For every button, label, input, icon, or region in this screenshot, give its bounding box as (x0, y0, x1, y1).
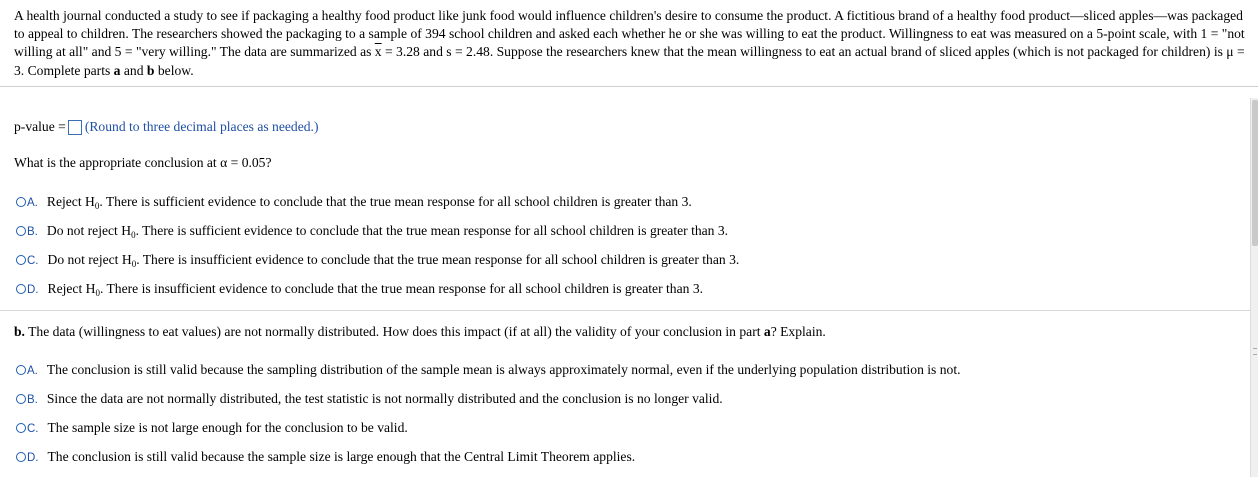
option-text: The conclusion is still valid because the sample size is large enough that the Central Limit Theorem applies. (47, 449, 636, 464)
option-a-B[interactable] (16, 222, 728, 244)
radio-button-icon[interactable] (16, 226, 26, 236)
radio-button-icon[interactable] (16, 255, 26, 265)
option-text: The conclusion is still valid because the sampling distribution of the sample mean is always approximately normal, even if the underlying population distribution is not. (46, 362, 961, 377)
option-b-C[interactable] (16, 419, 408, 438)
option-text: . There is insufficient evidence to conclude that the true mean response for all school children is greater than 3. (136, 252, 740, 267)
prompt-end: below. (154, 62, 194, 78)
option-letter: A. (27, 197, 38, 209)
option-letter: D. (27, 284, 39, 296)
option-subscript: 0 (131, 230, 136, 240)
option-text: The sample size is not large enough for the conclusion to be valid. (47, 420, 408, 435)
section-divider (0, 310, 1251, 311)
radio-button-icon[interactable] (16, 197, 26, 207)
radio-button-icon[interactable] (16, 394, 26, 404)
pvalue-hint: (Round to three decimal places as needed.) (84, 119, 319, 134)
radio-button-icon[interactable] (16, 452, 26, 462)
option-b-D[interactable] (16, 448, 635, 467)
option-text-pre: Reject H (46, 194, 95, 209)
option-a-A[interactable] (16, 193, 692, 215)
option-letter: A. (27, 365, 38, 377)
option-text: . There is sufficient evidence to conclude that the true mean response for all school children is greater than 3. (135, 223, 729, 238)
part-a-ref: a (763, 324, 771, 339)
part-a-ref: a (113, 62, 121, 78)
option-subscript: 0 (131, 259, 137, 269)
problem-statement (14, 7, 1250, 80)
radio-button-icon[interactable] (16, 284, 26, 294)
scrollbar-thumb[interactable] (1252, 100, 1258, 246)
option-letter: B. (27, 394, 38, 406)
prompt-text-1: A health journal conducted a study to see if packaging a healthy food product like junk food would influence children's desire to consume the product. A fictitious brand of a healthy food product—sliced apples—was packaged to appeal to children. The researchers showed the packaging to a sample of 394 school children and asked each whether he or she was willing to eat the product. Willingness to eat was measured on a 5-point scale, with 1 = "not willing at all" and 5 = "very willing." The data are summarized as (14, 8, 1245, 60)
radio-button-icon[interactable] (16, 365, 26, 375)
option-b-A[interactable] (16, 361, 961, 380)
question-a-text: What is the appropriate conclusion at α = 0.05? (14, 155, 272, 170)
option-a-C[interactable] (16, 251, 739, 273)
option-letter: D. (27, 452, 39, 464)
scrollbar-grip-icon (1253, 348, 1257, 355)
option-letter: C. (27, 255, 39, 267)
option-text: Since the data are not normally distributed, the test statistic is not normally distributed and the conclusion is no longer valid. (46, 391, 723, 406)
option-text-pre: Reject H (47, 281, 96, 296)
option-text: . There is insufficient evidence to conclude that the true mean response for all school children is greater than 3. (99, 281, 704, 296)
pvalue-input[interactable] (68, 120, 82, 135)
xbar-symbol: $\overline{x}$ (374, 44, 382, 60)
prompt-text-2: = 3.28 and s = 2.48. Suppose the researchers knew that the mean willingness to eat an actual brand of sliced apples (which is not packaged for children) is μ = 3. Complete parts (14, 44, 1245, 78)
option-text-pre: Do not reject H (47, 252, 132, 267)
option-subscript: 0 (95, 288, 100, 298)
option-subscript: 0 (94, 201, 100, 211)
radio-button-icon[interactable] (16, 423, 26, 433)
option-b-B[interactable] (16, 390, 723, 409)
option-letter: B. (27, 226, 38, 238)
header-divider (0, 86, 1258, 87)
option-text: . There is sufficient evidence to conclude that the true mean response for all school children is greater than 3. (99, 194, 692, 209)
question-pane (0, 92, 1251, 477)
question-b-end: ? Explain. (770, 324, 826, 339)
prompt-and: and (120, 62, 147, 78)
pvalue-label: p-value = (14, 119, 66, 134)
option-a-D[interactable] (16, 280, 703, 302)
part-b-label: b. (14, 324, 25, 339)
option-letter: C. (27, 423, 39, 435)
part-b-ref: b (146, 62, 155, 78)
question-b-text (14, 323, 826, 341)
question-b-body: The data (willingness to eat values) are not normally distributed. How does this impact (if at all) the validity of your conclusion in part (24, 324, 764, 339)
option-text-pre: Do not reject H (46, 223, 132, 238)
pvalue-row (14, 118, 318, 136)
